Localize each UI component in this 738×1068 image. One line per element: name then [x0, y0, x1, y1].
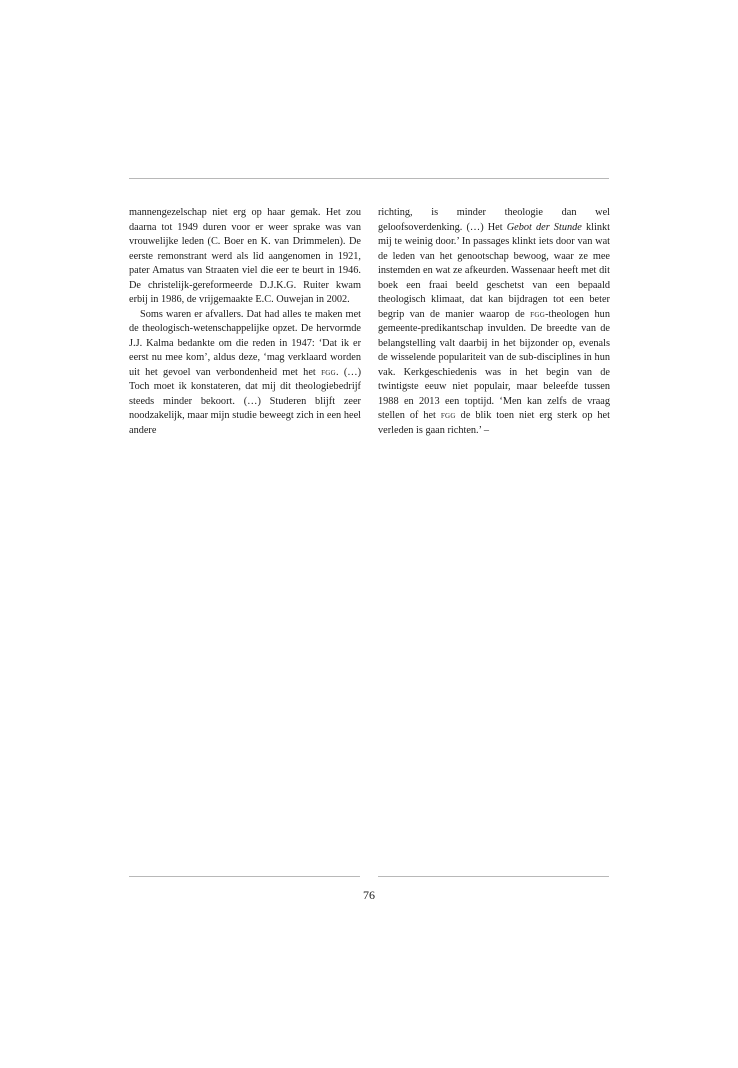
- text-run: de blik toen niet erg sterk op het verleden is gaan richten.’ –: [378, 410, 610, 436]
- header-rule: [129, 178, 609, 179]
- footer-rule-right: [378, 876, 609, 877]
- left-column: [129, 206, 361, 438]
- text-run: richting, is minder theologie dan wel geloofsoverdenking. (…) Het: [378, 207, 610, 233]
- footer-rule-left: [129, 876, 360, 877]
- paragraph: [129, 308, 361, 439]
- paragraph: mannengezelschap niet erg op haar gemak. Het zou daarna tot 1949 duren voor er weer sprake was van vrouwelijke leden (C. Boer en K. van Drimmelen). De eerste remonstrant werd als lid aangenomen in 1921, pater Amatus van Straaten viel die eer te beurt in 1946. De christelijk-gereformeerde D.J.K.G. Ruiter kwam erbij in 1986, de vrijgemaakte E.C. Ouwejan in 2002.: [129, 207, 361, 305]
- text-run: Soms waren er afvallers. Dat had alles te maken met de theologisch-wetenschappelijke opzet. De hervormde J.J. Kalma bedankte om die reden in 1947: ‘Dat ik er eerst nu mee kom’, aldus deze, ‘mag verklaard worden uit het gevoel van verbondenheid met het: [129, 308, 361, 378]
- abbreviation: fgg: [321, 366, 336, 378]
- paragraph: [378, 206, 610, 438]
- page-number: 76: [363, 888, 375, 902]
- text-run: . (…) Toch moet ik konstateren, dat mij dit theologiebedrijf steeds minder bekoort. (…) Studeren blijft zeer noodzakelijk, maar mijn studie beweegt zich in een heel andere: [129, 366, 361, 436]
- abbreviation: fgg: [530, 308, 546, 320]
- text-run: klinkt mij te weinig door.’ In passages klinkt iets door van wat de leden van het genootschap bewoog, waar ze mee instemden en wat ze afkeurden. Wassenaar heeft met dit boek een fraai beeld geschetst van een bepaald theologisch klimaat, dat kan bijdragen tot een beter begrip van de manier waarop de: [378, 221, 610, 320]
- abbreviation: fgg: [440, 410, 456, 421]
- text-run: -theologen hun gemeente-predikantschap invulden. De breedte van de belangstelling valt daarbij in het bijzonder op, evenals de wisselende populariteit van de sub-disciplines in hun vak. Kerkgeschiedenis was in het begin van de twintigste eeuw niet populair, maar beleefde tussen 1988 en 2013 een toptijd. ‘Men kan zelfs de vraag stellen of het: [378, 308, 610, 421]
- book-title: Gebot der Stunde: [506, 221, 582, 233]
- right-column: [378, 206, 610, 438]
